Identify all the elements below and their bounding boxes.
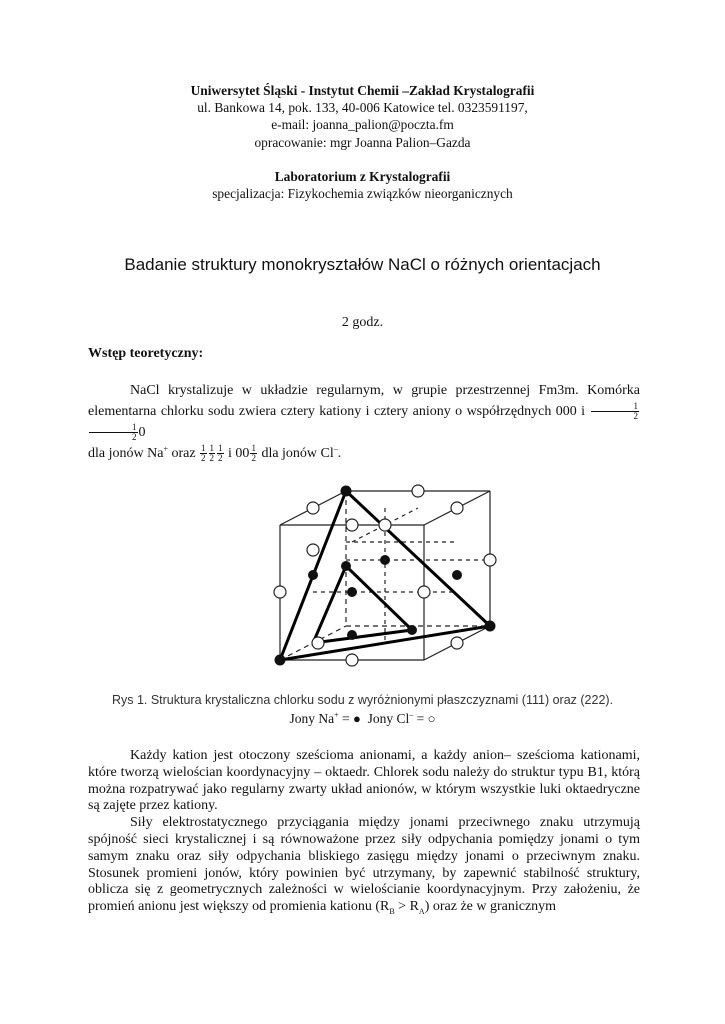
legend-na-symbol: ● xyxy=(353,711,361,726)
fraction-half: $\frac{1}{2}$ xyxy=(89,423,138,442)
cl-ion xyxy=(412,485,424,497)
lab-title: Laboratorium z Krystalografii xyxy=(274,169,451,184)
nacl-crystal-structure-figure xyxy=(268,480,508,680)
fraction-half: $\frac{1}{2}$ xyxy=(251,443,256,464)
intro-text-3: dla jonów Na xyxy=(88,446,164,461)
figure-legend xyxy=(0,711,725,727)
lab-specialization: specjalizacja: Fizykochemia związków nieorganicznych xyxy=(212,186,513,202)
cl-charge: – xyxy=(333,444,338,454)
legend-cl-charge: – xyxy=(409,710,414,720)
figure-caption: Rys 1. Struktura krystaliczna chlorku sodu z wyróżnionymi płaszczyznami (111) oraz (222). xyxy=(111,693,614,707)
intro-text-2: 0 xyxy=(138,425,146,440)
body-text-2b: > R xyxy=(394,899,419,915)
na-ion xyxy=(341,561,351,571)
cl-ion xyxy=(484,554,496,566)
cl-ion xyxy=(312,637,324,649)
cl-ion xyxy=(274,586,286,598)
na-ion xyxy=(275,655,286,666)
cl-ion xyxy=(451,502,463,514)
na-ion xyxy=(485,621,496,632)
legend-na-label: Jony Na xyxy=(289,711,335,726)
na-ion xyxy=(347,587,357,597)
intro-text-1: NaCl krystalizuje w układzie regularnym, w grupie przestrzennej Fm3m. Komórka elementarna chlorku sodu zwiera cztery kationy i cztery aniony o współrzędnych 000 i xyxy=(88,383,640,419)
lab-block xyxy=(0,168,725,202)
body-text xyxy=(88,748,640,916)
cl-ion xyxy=(307,544,319,556)
na-ion xyxy=(452,570,462,580)
cl-ion xyxy=(307,502,319,514)
institution-header xyxy=(0,82,725,151)
na-ion xyxy=(407,625,417,635)
na-charge: + xyxy=(163,444,168,454)
legend-cl-symbol: ○ xyxy=(427,711,436,726)
legend-equals: = xyxy=(413,711,428,726)
intro-text-4: oraz xyxy=(167,446,200,461)
institution-email: e-mail: joanna_palion@poczta.fm xyxy=(271,117,454,133)
legend-na-charge: + xyxy=(334,710,339,720)
cl-ion xyxy=(346,654,358,666)
cl-ion xyxy=(451,637,463,649)
legend-cl-label: Jony Cl xyxy=(367,711,410,726)
cl-ion xyxy=(418,586,430,598)
fraction-half: $\frac{1}{2}$ xyxy=(591,402,640,421)
subscript-b: B xyxy=(389,906,395,916)
body-text-2a: Siły elektrostatycznego przyciągania między jonami przeciwnego znaku utrzymują spójność sieci krystalicznej i są równoważone przez siły odpychania pomiędzy jonami o tym samym znaku oraz siły odpychania bliskiego zasięgu między jonami o przeciwnym znaku. Stosunek promieni jonów, który powinien być utrzymany, by zapewnić stabilność struktury, oblicza się z geometrycznych zależności w wielościanie koordynacyjnym. Przy założeniu, że promień anionu jest większy od promienia kationu (R xyxy=(88,815,640,915)
duration: 2 godz. xyxy=(341,315,384,330)
na-ion xyxy=(308,570,318,580)
document-title: Badanie struktury monokryształów NaCl o różnych orientacjach xyxy=(124,255,601,274)
author-line: opracowanie: mgr Joanna Palion–Gazda xyxy=(254,134,471,150)
intro-text-6: dla jonów Cl xyxy=(257,446,334,461)
fraction-half: $\frac{1}{2}$ xyxy=(209,443,215,464)
section-heading: Wstęp teoretyczny: xyxy=(88,346,204,361)
fraction-half: $\frac{1}{2}$ xyxy=(218,443,223,464)
na-ion xyxy=(347,630,357,640)
subscript-a: A xyxy=(418,906,425,916)
intro-text-7: . xyxy=(337,446,342,461)
body-paragraph-2 xyxy=(88,815,640,916)
intro-text-5: i 00 xyxy=(224,446,250,461)
na-ion xyxy=(380,555,390,565)
legend-equals: = xyxy=(338,711,354,726)
cl-ion xyxy=(346,519,358,531)
fraction-half: $\frac{1}{2}$ xyxy=(201,443,206,464)
institution-address: ul. Bankowa 14, pok. 133, 40-006 Katowice tel. 0323591197, xyxy=(197,100,528,116)
intro-paragraph xyxy=(88,380,640,464)
na-ion xyxy=(341,486,352,497)
cl-ion xyxy=(379,519,391,531)
body-paragraph-1: Każdy kation jest otoczony sześcioma anionami, a każdy anion– sześcioma kationami, które tworzą wielościan koordynacyjny – oktaedr. Chlorek sodu należy do struktur typu B1, którą można rozpatrywać jako regularny zwarty układ anionów, w którym wszystkie luki oktaedryczne są zajęte przez kationy. xyxy=(88,748,640,814)
body-text-2c: ) oraz że w granicznym xyxy=(424,899,557,915)
institution-name: Uniwersytet Śląski - Instytut Chemii –Zakład Krystalografii xyxy=(190,83,535,98)
